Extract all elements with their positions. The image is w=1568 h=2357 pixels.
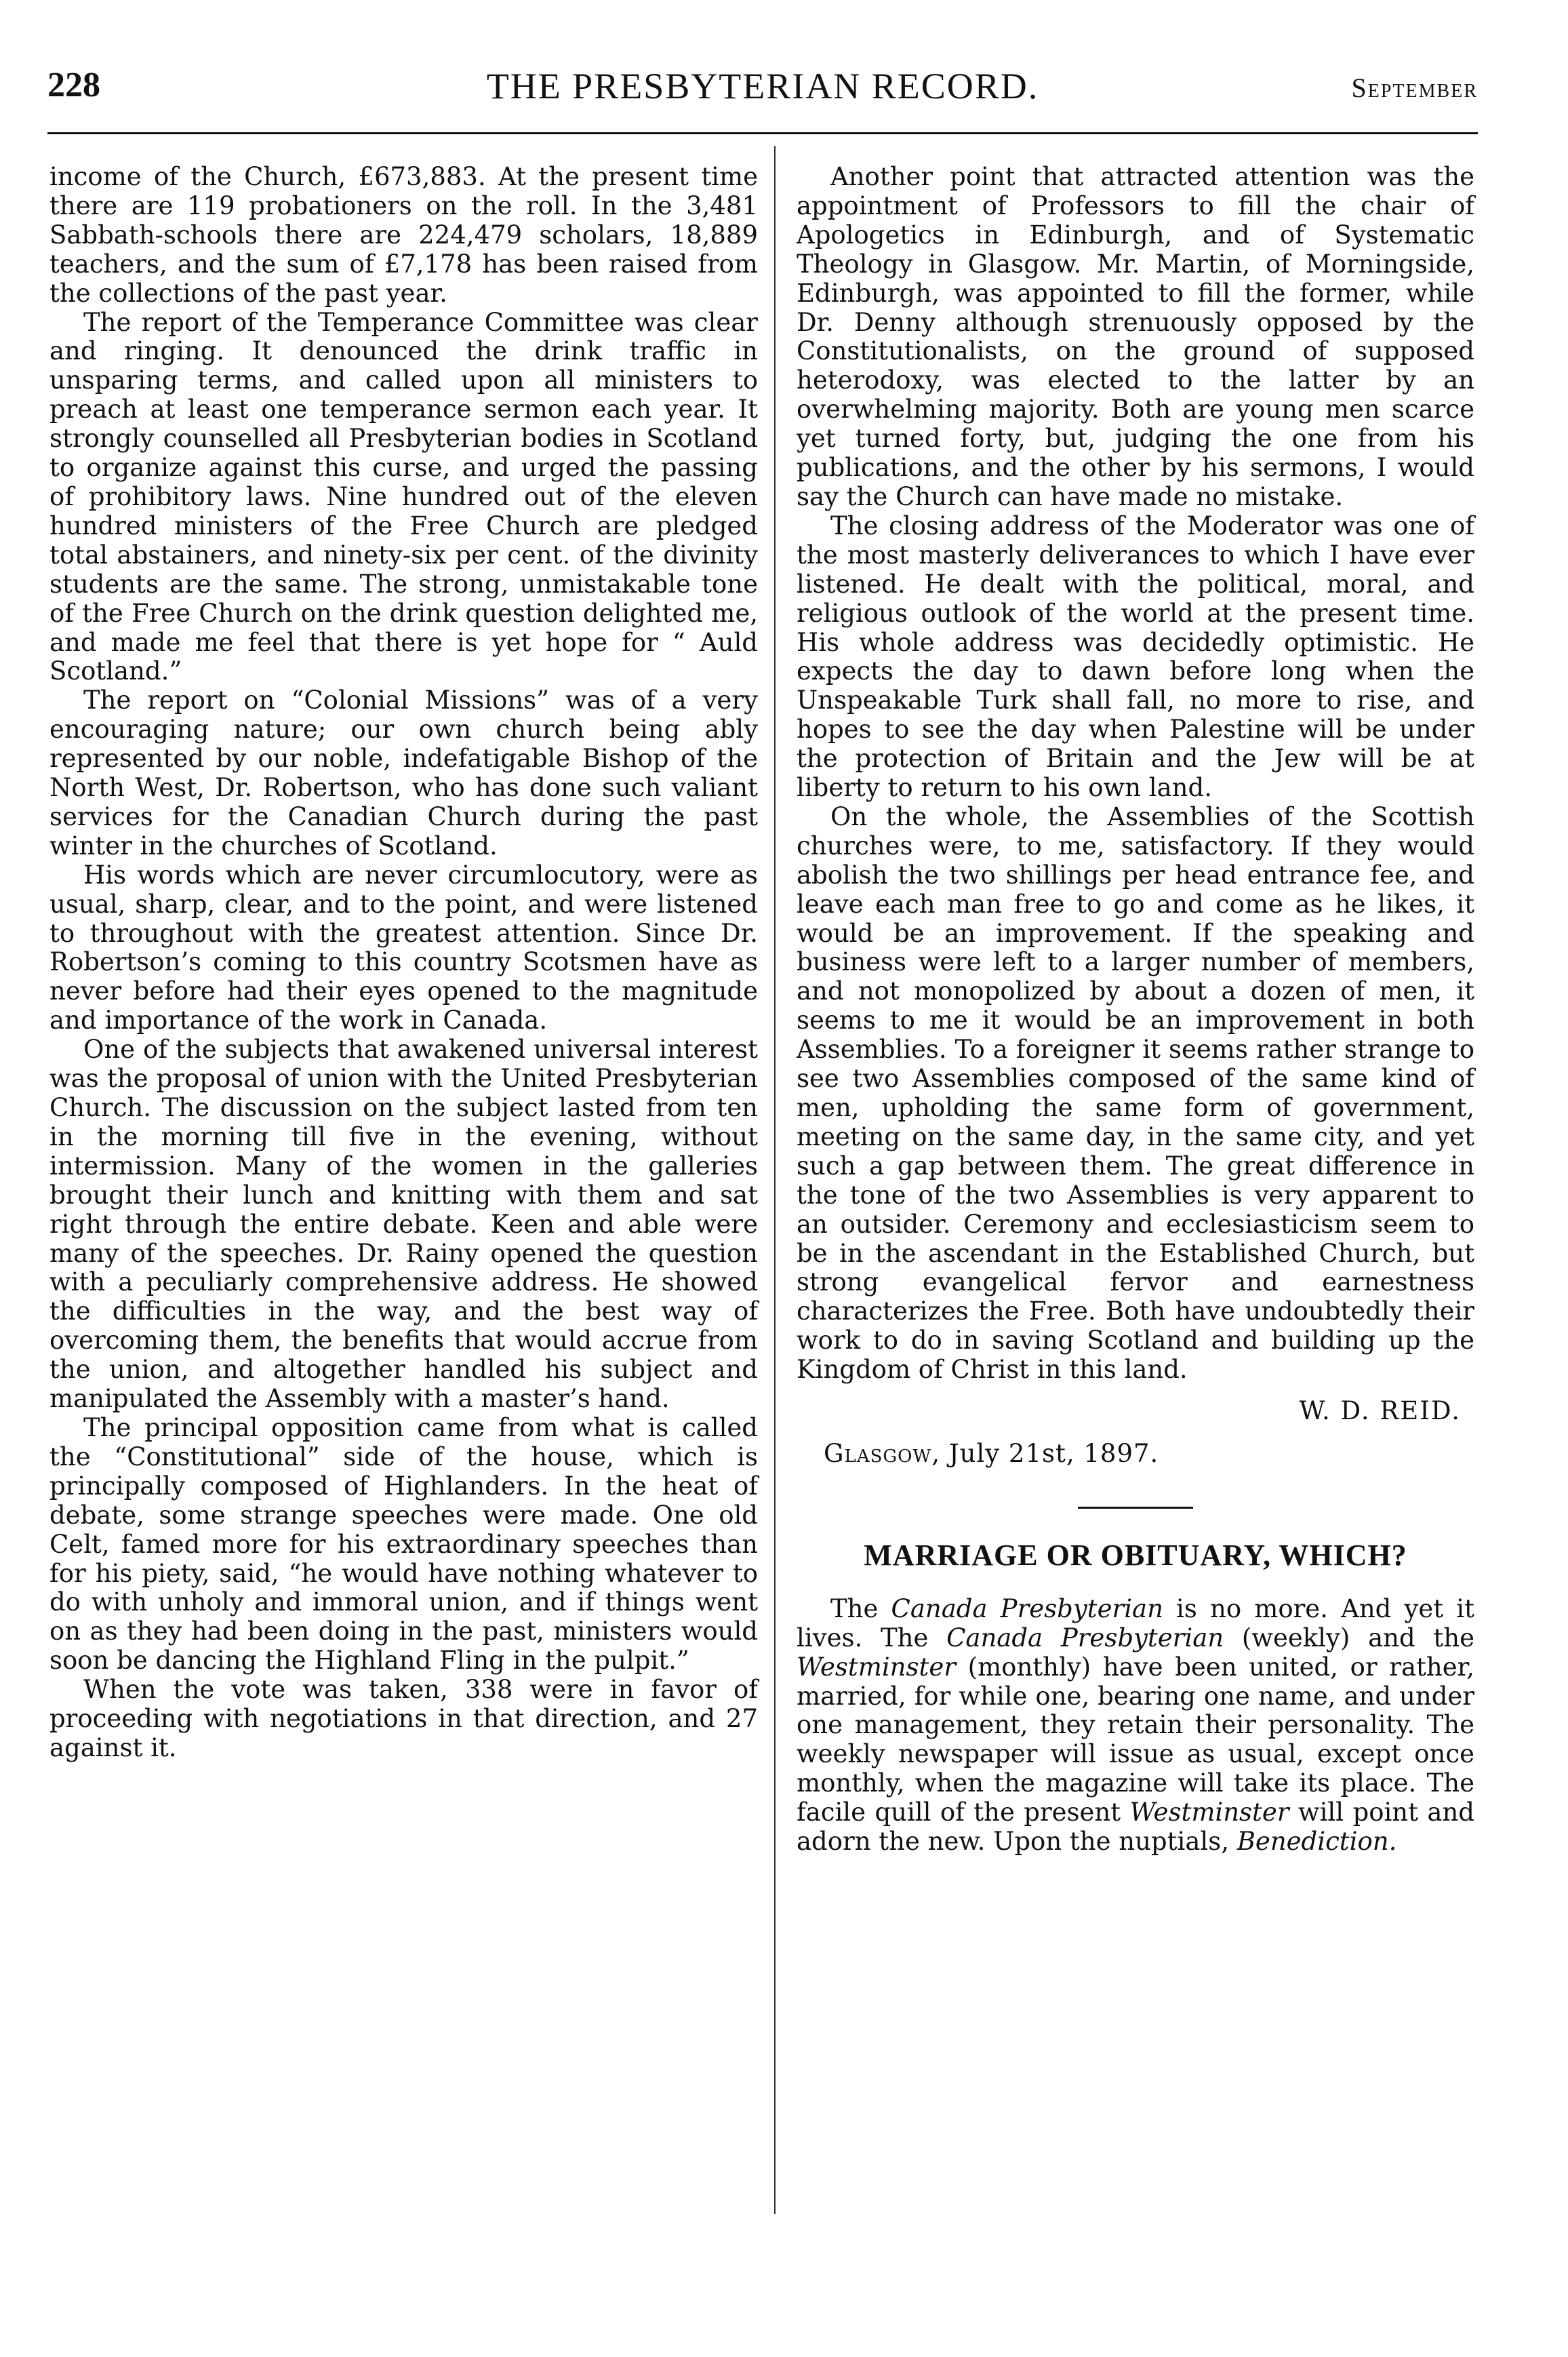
running-month: September: [1351, 73, 1478, 103]
right-paragraph-1: Another point that attracted attention was the appointment of Professors to fill the chair of Apologetics in Edinburgh, and of Systematic Theology in Glasgow. Mr. Martin, of Morningside, Edinburgh, was appointed to fill the former, while Dr. Denny although strenuously opposed by the Constitutionalists, on the ground of supposed heterodoxy, was elected to the latter by an overwhelming majority. Both are young men scarce yet turned forty, but, judging the one from his publications, and the other by his sermons, I would say the Church can have made no mistake.: [797, 162, 1474, 511]
body-text-3: (weekly) and the: [1224, 1623, 1474, 1652]
dateline: [797, 1440, 1474, 1469]
page-number: 228: [47, 66, 100, 104]
left-paragraph-6: The principal opposition came from what is called the “Constitutional” side of the house, which is principally composed of Highlanders. In the heat of debate, some strange speeches were made. One old Celt, famed more for his extraordinary speeches than for his piety, said, “he would have nothing whatever to do with unholy and immoral union, and if things went on as they had been doing in the past, ministers would soon be dancing the Highland Fling in the pulpit.”: [49, 1412, 758, 1676]
page-header: [47, 65, 1478, 119]
author-signature: W. D. REID.: [1299, 1396, 1461, 1426]
right-paragraph-2: The closing address of the Moderator was one of the most masterly deliverances to which I have ever listened. He dealt with the political, moral, and religious outlook of the world at the present time. His whole address was decidedly optimistic. He expects the day to dawn before long when the Unspeakable Turk shall fall, no more to rise, and hopes to see the day when Palestine will be under the protection of Britain and the Jew will be at liberty to return to his own land.: [797, 511, 1474, 803]
section-heading: MARRIAGE OR OBITUARY, WHICH?: [864, 1538, 1407, 1572]
section-separator-rule: [1078, 1507, 1193, 1509]
right-column: [797, 163, 1474, 1857]
body-italic-5: Benediction.: [1237, 1827, 1397, 1857]
body-text-5: will point and adorn the new. Upon the nuptials,: [797, 1798, 1474, 1857]
running-title: THE PRESBYTERIAN RECORD.: [486, 66, 1039, 106]
left-paragraph-4: His words which are never circumlocutory, were as usual, sharp, clear, and to the point, and were listened to throughout with the greatest attention. Since Dr. Robertson’s coming to this country Scotsmen have as never before had their eyes opened to the magnitude and importance of the work in Canada.: [49, 860, 758, 1035]
body-italic-3: Westminster: [797, 1652, 956, 1682]
body-italic-1: Canada Presbyterian: [891, 1593, 1163, 1623]
header-rule: [47, 132, 1478, 134]
right-paragraph-3: On the whole, the Assemblies of the Scottish churches were, to me, satisfactory. If they would abolish the two shillings per head entrance fee, and leave each man free to go and come as he likes, it would be an improvement. If the speaking and business were left to a larger number of members, and not monopolized by about a dozen of men, it seems to me it would be an improvement in both Assemblies. To a foreigner it seems rather strange to see two Assemblies composed of the same kind of men, upholding the same form of government, meeting on the same day, in the same city, and yet such a gap between them. The great difference in the tone of the two Assemblies is very apparent to an outsider. Ceremony and ecclesiasticism seem to be in the ascendant in the Established Church, but strong evangelical fervor and earnestness characterizes the Free. Both have undoubtedly their work to do in saving Scotland and building up the Kingdom of Christ in this land.: [797, 801, 1474, 1385]
body-text-1: The: [830, 1593, 891, 1623]
dateline-place: Glasgow,: [824, 1438, 940, 1468]
left-column: [49, 163, 758, 1763]
dateline-date: July 21st, 1897.: [948, 1438, 1159, 1468]
left-paragraph-5: One of the subjects that awakened universal interest was the proposal of union with the United Presbyterian Church. The discussion on the subject lasted from ten in the morning till five in the evening, without intermission. Many of the women in the galleries brought their lunch and knitting with them and sat right through the entire debate. Keen and able were many of the speeches. Dr. Rainy opened the question with a peculiarly comprehensive address. He showed the difficulties in the way, and the best way of overcoming them, the benefits that would accrue from the union, and altogether handled his subject and manipulated the Assembly with a master’s hand.: [49, 1035, 758, 1414]
left-paragraph-7: When the vote was taken, 338 were in favor of proceeding with negotiations in that direction, and 27 against it.: [49, 1675, 758, 1762]
column-divider: [774, 146, 776, 2214]
left-paragraph-2: The report of the Temperance Committee was clear and ringing. It denounced the drink traffic in unsparing terms, and called upon all ministers to preach at least one temperance sermon each year. It strongly counselled all Presbyterian bodies in Scotland to organize against this curse, and urged the passing of prohibitory laws. Nine hundred out of the eleven hundred ministers of the Free Church are pledged total abstainers, and ninety-six per cent. of the divinity students are the same. The strong, unmistakable tone of the Free Church on the drink question delighted me, and made me feel that there is yet hope for “ Auld Scotland.”: [49, 307, 758, 686]
left-paragraph-3: The report on “Colonial Missions” was of a very encouraging nature; our own church being ably represented by our noble, indefatigable Bishop of the North West, Dr. Robertson, who has done such valiant services for the Canadian Church during the past winter in the churches of Scotland.: [49, 686, 758, 860]
body-text-4: (monthly) have been united, or rather, married, for while one, bearing one name, and under one management, they retain their personality. The weekly newspaper will issue as usual, except once monthly, when the magazine will take its place. The facile quill of the present: [797, 1652, 1474, 1827]
body-italic-4: Westminster: [1129, 1798, 1289, 1827]
body-italic-2: Canada Presbyterian: [946, 1623, 1224, 1652]
left-paragraph-1: income of the Church, £673,883. At the present time there are 119 probationers on the roll. In the 3,481 Sabbath-schools there are 224,479 scholars, 18,889 teachers, and the sum of £7,178 has been raised from the collections of the past year.: [49, 162, 758, 308]
section-body-paragraph: [797, 1595, 1474, 1857]
body-text-2: is no more. And yet it lives. The: [797, 1593, 1474, 1652]
